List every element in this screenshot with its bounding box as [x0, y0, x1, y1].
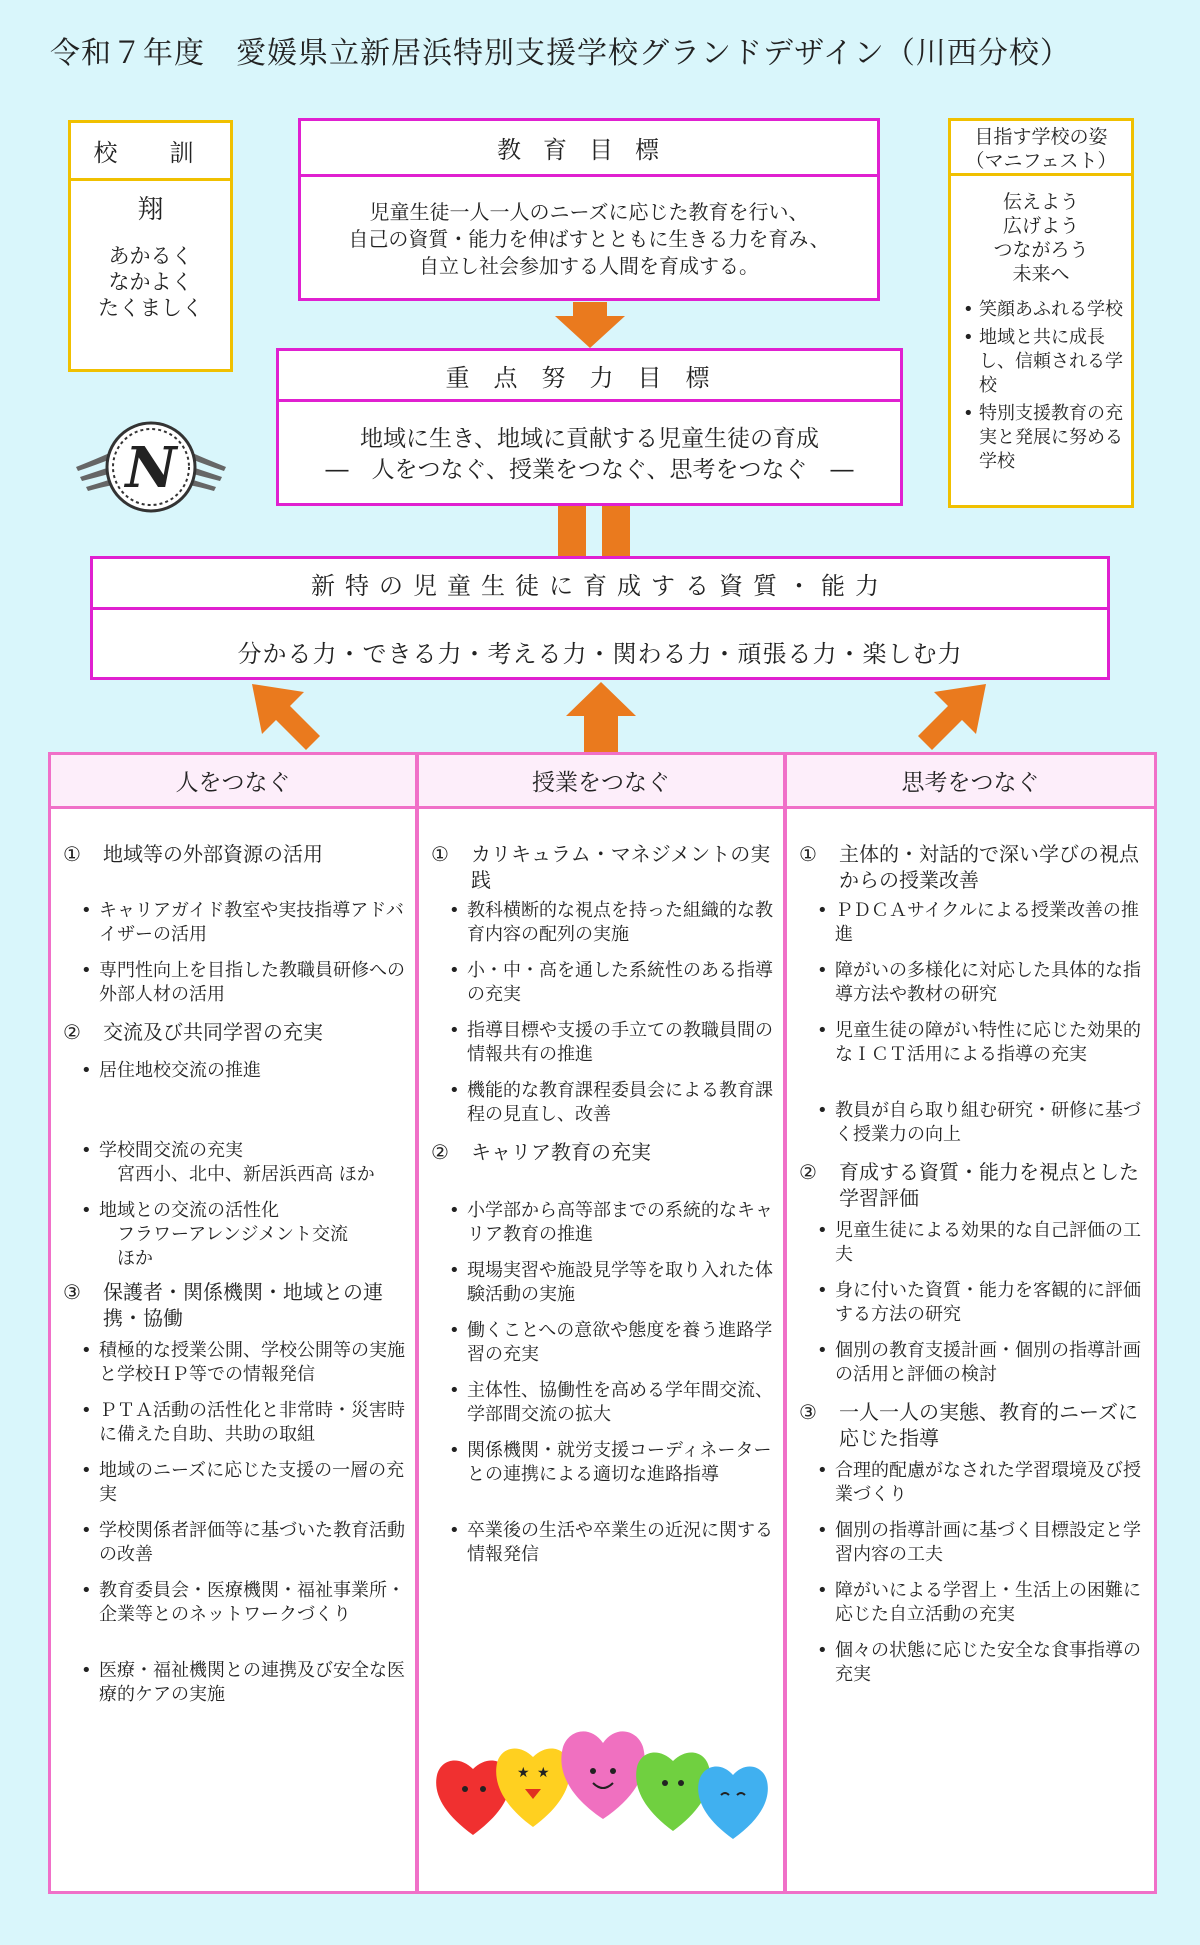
motto-line: あかるく — [108, 244, 193, 268]
column-heading: 人をつなぐ — [51, 755, 415, 809]
column-heading: 授業をつなぐ — [419, 755, 783, 809]
emblem-icon — [66, 405, 236, 525]
education-goal-box — [298, 118, 880, 301]
arrow-up-icon — [566, 682, 636, 752]
bullet-item: • 積極的な授業公開、学校公開等の実施と学校ＨＰ等での情報発信 — [81, 1339, 407, 1387]
bullet-item: • 地域のニーズに応じた支援の一層の充実 — [81, 1459, 407, 1507]
section-text: 主体的・対話的で深い学びの視点からの授業改善 — [839, 842, 1139, 892]
bullet-item: • 小学部から高等部までの系統的なキャリア教育の推進 — [449, 1199, 775, 1247]
school-emblem — [66, 405, 236, 525]
section-heading — [799, 1159, 1148, 1211]
motto-line: たくましく — [98, 296, 203, 320]
manifesto-heading-line: 目指す学校の姿 — [974, 126, 1108, 148]
section-text: 地域等の外部資源の活用 — [103, 842, 323, 866]
manifesto-list — [951, 298, 1131, 474]
manifesto-line: 未来へ — [1012, 263, 1070, 285]
svg-text:★: ★ — [537, 1765, 550, 1781]
section-text: 一人一人の実態、教育的ニーズに応じた指導 — [839, 1400, 1138, 1450]
bullet-item: • 専門性向上を目指した教職員研修への外部人材の活用 — [81, 959, 407, 1007]
focus-goal-box — [276, 348, 903, 506]
section-heading — [63, 1019, 409, 1045]
arrow-down-icon — [555, 302, 625, 348]
manifesto-line: 広げよう — [1002, 215, 1079, 237]
bullet-item: • 障がいによる学習上・生活上の困難に応じた自立活動の充実 — [817, 1579, 1146, 1627]
bullet-item: • 児童生徒による効果的な自己評価の工夫 — [817, 1219, 1146, 1267]
bullet-item: • 合理的配慮がなされた学習環境及び授業づくり — [817, 1459, 1146, 1507]
column-people — [48, 752, 418, 1894]
section-heading — [63, 841, 409, 867]
bullet-item: • 個別の教育支援計画・個別の指導計画の活用と評価の検討 — [817, 1339, 1146, 1387]
heart-yellow-icon — [496, 1748, 570, 1827]
bullet-item: • 身に付いた資質・能力を客観的に評価する方法の研究 — [817, 1279, 1146, 1327]
section-number: ① — [431, 842, 449, 866]
manifesto-line: 伝えよう — [1002, 191, 1079, 213]
section-heading — [799, 1399, 1148, 1451]
bullet-item: • ＰＤＣＡサイクルによる授業改善の推進 — [817, 899, 1146, 947]
bullet-item: • 学校関係者評価等に基づいた教育活動の改善 — [81, 1519, 407, 1567]
connector-bar-left — [558, 506, 586, 556]
section-number: ① — [799, 842, 817, 866]
arrow-up-right-icon — [918, 684, 994, 750]
motto-main: 翔 — [137, 195, 164, 225]
heart-blue-icon — [698, 1766, 768, 1839]
bullet-item: • 働くことへの意欲や態度を養う進路学習の充実 — [449, 1319, 775, 1367]
motto-body — [71, 181, 230, 321]
abilities-box — [90, 556, 1110, 680]
goal-line: 児童生徒一人一人のニーズに応じた教育を行い、 — [369, 200, 809, 224]
bullet-item: • ＰＴＡ活動の活性化と非常時・災害時に備えた自助、共助の取組 — [81, 1399, 407, 1447]
bullet-item: • 小・中・高を通した系統性のある指導の充実 — [449, 959, 775, 1007]
section-text: キャリア教育の充実 — [471, 1140, 651, 1164]
bullet-item: • キャリアガイド教室や実技指導アドバイザーの活用 — [81, 899, 407, 947]
goal-heading: 教育目標 — [301, 121, 877, 177]
bullet-item: • 機能的な教育課程委員会による教育課程の見直し、改善 — [449, 1079, 775, 1127]
heart-pink-icon — [561, 1731, 644, 1819]
abilities-heading: 新特の児童生徒に育成する資質・能力 — [93, 559, 1107, 610]
column-thinking — [784, 752, 1157, 1894]
section-heading — [431, 841, 777, 893]
section-heading — [63, 1279, 409, 1331]
section-heading — [431, 1139, 777, 1165]
section-text: 保護者・関係機関・地域との連携・協働 — [103, 1280, 383, 1330]
goal-line: 自己の資質・能力を伸ばすとともに生きる力を育み、 — [348, 227, 830, 251]
focus-line: 地域に生き、地域に貢献する児童生徒の育成 — [359, 426, 820, 452]
manifesto-box — [948, 118, 1134, 508]
section-number: ② — [63, 1020, 81, 1044]
manifesto-heading — [951, 121, 1131, 176]
motto-line: なかよく — [108, 270, 193, 294]
section-number: ② — [431, 1140, 449, 1164]
goal-line: 自立し社会参加する人間を育成する。 — [419, 254, 759, 278]
section-text: 育成する資質・能力を視点とした学習評価 — [839, 1160, 1139, 1210]
manifesto-item: • 地域と共に成長し、信頼される学校 — [963, 326, 1123, 398]
page-title: 令和７年度 愛媛県立新居浜特別支援学校グランドデザイン（川西分校） — [50, 36, 1071, 71]
manifesto-line: つながろう — [993, 239, 1089, 261]
column-lessons — [416, 752, 786, 1894]
connector-bar-right — [602, 506, 630, 556]
bullet-item: • 主体性、協働性を高める学年間交流、学部間交流の拡大 — [449, 1379, 775, 1427]
bullet-item: • 居住地校交流の推進 — [81, 1059, 407, 1083]
bullet-item: • 教科横断的な視点を持った組織的な教育内容の配列の実施 — [449, 899, 775, 947]
focus-body — [279, 402, 900, 486]
emblem-letter: N — [125, 435, 177, 501]
bullet-item: • 児童生徒の障がい特性に応じた効果的なＩＣＴ活用による指導の充実 — [817, 1019, 1146, 1067]
section-text: 交流及び共同学習の充実 — [103, 1020, 323, 1044]
manifesto-heading-line: （マニフェスト） — [965, 150, 1117, 172]
section-number: ③ — [63, 1280, 81, 1304]
focus-line: ― 人をつなぐ、授業をつなぐ、思考をつなぐ ― — [325, 457, 854, 483]
bullet-item: • 現場実習や施設見学等を取り入れた体験活動の実施 — [449, 1259, 775, 1307]
bullet-item: • 関係機関・就労支援コーディネーターとの連携による適切な進路指導 — [449, 1439, 775, 1487]
school-motto-box — [68, 120, 233, 372]
bullet-item: • 学校間交流の充実 宮西小、北中、新居浜西高 ほか — [81, 1139, 407, 1187]
bullet-item: • 教員が自ら取り組む研究・研修に基づく授業力の向上 — [817, 1099, 1146, 1147]
manifesto-item: • 特別支援教育の充実と発展に努める学校 — [963, 402, 1123, 474]
motto-heading: 校 訓 — [71, 123, 230, 181]
section-heading — [799, 841, 1148, 893]
section-number: ③ — [799, 1400, 817, 1424]
bullet-item: • 個別の指導計画に基づく目標設定と学習内容の工夫 — [817, 1519, 1146, 1567]
column-heading: 思考をつなぐ — [787, 755, 1154, 809]
manifesto-item: • 笑顔あふれる学校 — [963, 298, 1123, 322]
arrow-up-left-icon — [244, 684, 320, 750]
bullet-item: • 教育委員会・医療機関・福祉事業所・企業等とのネットワークづくり — [81, 1579, 407, 1627]
svg-text:★: ★ — [517, 1765, 530, 1781]
hearts-illustration — [433, 1723, 773, 1843]
bullet-item: • 卒業後の生活や卒業生の近況に関する情報発信 — [449, 1519, 775, 1567]
focus-heading: 重点努力目標 — [279, 351, 900, 402]
goal-body — [301, 177, 877, 280]
bullet-item: • 個々の状態に応じた安全な食事指導の充実 — [817, 1639, 1146, 1687]
bullet-item: • 地域との交流の活性化 フラワーアレンジメント交流 ほか — [81, 1199, 407, 1271]
section-text: カリキュラム・マネジメントの実践 — [471, 842, 771, 892]
manifesto-slogan — [951, 190, 1131, 286]
bullet-item: • 指導目標や支援の手立ての教職員間の情報共有の推進 — [449, 1019, 775, 1067]
bullet-item: • 医療・福祉機関との連携及び安全な医療的ケアの実施 — [81, 1659, 407, 1707]
section-number: ① — [63, 842, 81, 866]
section-number: ② — [799, 1160, 817, 1184]
abilities-body: 分かる力・できる力・考える力・関わる力・頑張る力・楽しむ力 — [237, 640, 963, 668]
bullet-item: • 障がいの多様化に対応した具体的な指導方法や教材の研究 — [817, 959, 1146, 1007]
